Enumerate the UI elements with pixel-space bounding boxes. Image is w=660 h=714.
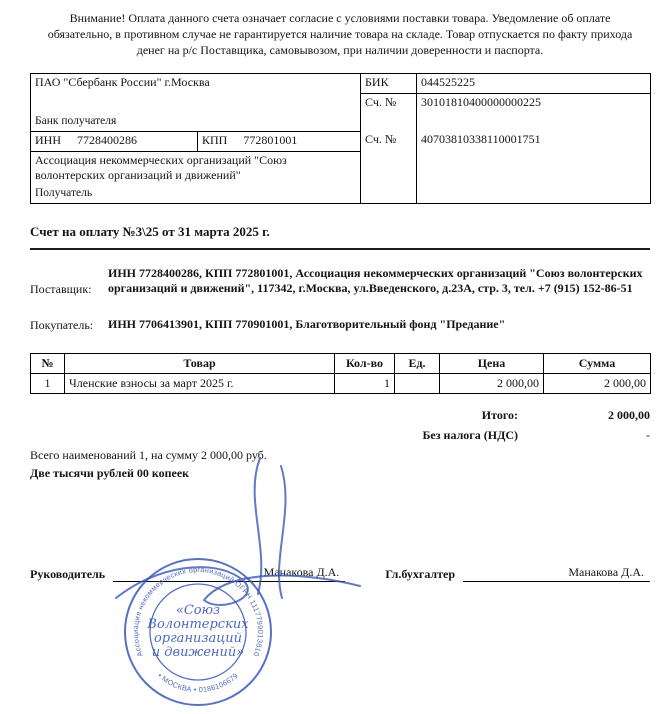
vat-value: - <box>646 428 650 443</box>
item-price: 2 000,00 <box>440 374 544 394</box>
total-row <box>30 408 650 423</box>
item-num: 1 <box>31 374 65 394</box>
amount-in-words: Две тысячи рублей 00 копеек <box>30 466 190 481</box>
payment-notice: Внимание! Оплата данного счета означает согласие с условиями поставки товара. Уведомление об оплате обязательно, в противном случае не гарантируется наличие товара на складе. Товар отпускается по факту прихода денег на р/с Поставщика, самовывозом, при наличии доверенности и паспорта. <box>47 11 633 58</box>
stamp-bottom-text: • МОСКВА • 0186106679 <box>156 670 240 695</box>
supplier-label: Поставщик: <box>30 282 92 297</box>
col-header-qty: Кол-во <box>335 354 395 374</box>
buyer-value: ИНН 7706413901, КПП 770901001, Благотворительный фонд "Предание" <box>108 317 506 332</box>
corr-account-label: Сч. № <box>361 93 417 131</box>
account-label: Сч. № <box>361 131 417 203</box>
invoice-title: Счет на оплату №3\25 от 31 марта 2025 г. <box>30 223 270 239</box>
stamp-ring-text: Ассоциация некоммерческих организаций ОГРН 1117799013810 <box>130 565 266 658</box>
item-name: Членские взносы за март 2025 г. <box>65 374 335 394</box>
totals-block <box>30 408 650 443</box>
items-header-row <box>31 354 651 374</box>
item-sum: 2 000,00 <box>544 374 651 394</box>
kpp-value: 772801001 <box>243 132 298 147</box>
buyer-label: Покупатель: <box>30 318 94 333</box>
stamp-line-2: Волонтерских <box>147 617 249 632</box>
supplier-block <box>30 266 650 298</box>
accountant-signature-line <box>463 565 650 582</box>
item-unit <box>395 374 440 394</box>
stamp-line-1: «Союз <box>175 603 221 618</box>
recipient-name: Ассоциация некоммерческих организаций "Союз волонтерских организаций и движений" <box>31 151 361 185</box>
signatures-row <box>30 565 650 582</box>
col-header-unit: Ед. <box>395 354 440 374</box>
col-header-price: Цена <box>440 354 544 374</box>
title-rule <box>30 248 650 250</box>
bik-label: БИК <box>361 73 417 93</box>
bank-caption: Банк получателя <box>31 113 361 131</box>
stamp-line-3: организаций <box>153 631 243 646</box>
summary-line: Всего наименований 1, на сумму 2 000,00 руб. <box>30 448 267 463</box>
corr-account-value: 30101810400000000225 <box>421 94 542 109</box>
total-value: 2 000,00 <box>608 408 650 423</box>
stamp-inner-circle <box>150 584 246 680</box>
col-header-name: Товар <box>65 354 335 374</box>
inn-cell <box>31 131 198 151</box>
director-label: Руководитель <box>30 567 106 582</box>
bank-details-table <box>30 73 651 204</box>
vat-label: Без налога (НДС) <box>422 428 518 443</box>
total-label: Итого: <box>481 408 518 423</box>
buyer-block <box>30 317 650 333</box>
bank-name: ПАО "Сбербанк России" г.Москва <box>31 73 361 93</box>
col-header-sum: Сумма <box>544 354 651 374</box>
stamp-line-4: и движений» <box>151 645 245 660</box>
recipient-caption: Получатель <box>31 185 361 203</box>
item-qty: 1 <box>335 374 395 394</box>
supplier-value: ИНН 7728400286, КПП 772801001, Ассоциация некоммерческих организаций "Союз волонтерских организаций и движений", 117342, г.Москва, ул.Введенского, д.23А, стр. 3, тел. +7 (915) 152-86-51 <box>108 265 643 296</box>
bank-name-spacer <box>31 93 361 113</box>
vat-row <box>30 428 650 443</box>
table-row <box>31 374 651 394</box>
kpp-label: КПП <box>202 132 228 147</box>
accountant-name: Манакова Д.А. <box>568 565 644 580</box>
account-value: 40703810338110001751 <box>421 132 541 147</box>
inn-value: 7728400286 <box>77 132 137 147</box>
accountant-label: Гл.бухгалтер <box>385 567 456 582</box>
bik-value: 044525225 <box>417 73 651 93</box>
director-signature-line <box>113 565 345 582</box>
col-header-num: № <box>31 354 65 374</box>
inn-label: ИНН <box>35 132 61 147</box>
items-table <box>30 353 651 394</box>
kpp-cell <box>198 131 361 151</box>
director-name: Манакова Д.А. <box>263 565 340 580</box>
